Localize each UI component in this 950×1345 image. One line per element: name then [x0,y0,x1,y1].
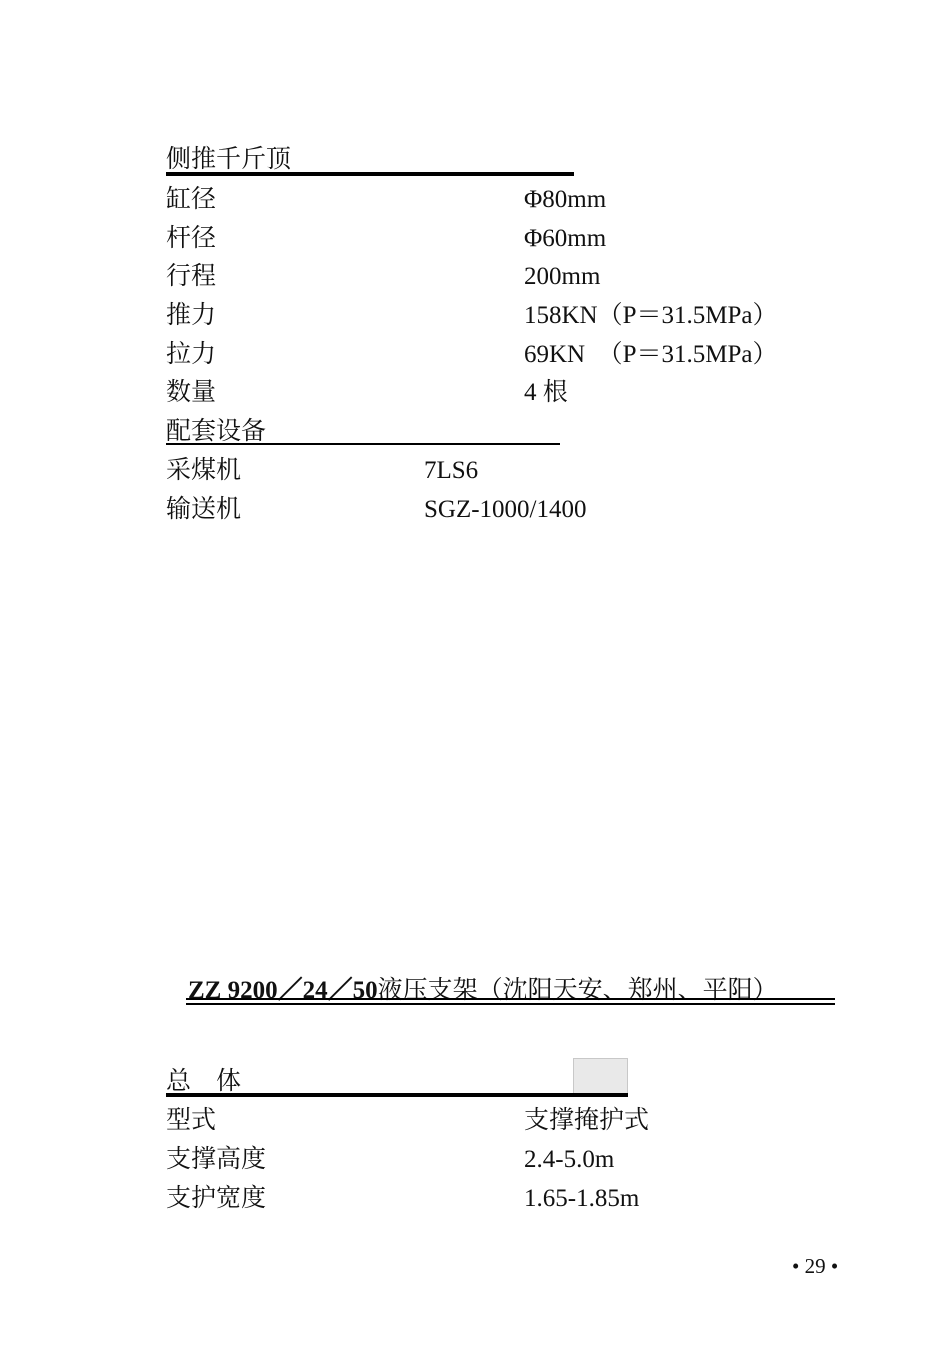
spec-value: 支撑掩护式 [524,1107,650,1134]
spec-label: 数量 [166,379,217,406]
page-number: • 29 • [792,1254,839,1278]
spec-label: 杆径 [166,225,217,252]
section-heading-equipment: 配套设备 [166,418,267,445]
spec-label: 输送机 [166,496,242,523]
spec-label: 推力 [166,302,217,329]
spec-label: 采煤机 [166,457,242,484]
gray-placeholder-box [573,1058,628,1096]
spec-value: SGZ-1000/1400 [424,496,587,523]
spec-label: 拉力 [166,341,217,368]
heading-underline [166,1093,628,1097]
section-heading-side-jack: 侧推千斤顶 [166,146,292,173]
section-heading-overall: 总 体 [166,1068,242,1095]
title-double-underline [186,998,835,1005]
spec-value: 1.65-1.85m [524,1185,640,1212]
spec-label: 缸径 [166,186,217,213]
spec-label: 支撑高度 [166,1146,267,1173]
spec-label: 支护宽度 [166,1185,267,1212]
spec-value: 4 根 [524,379,568,406]
support-name: 液压支架（沈阳天安、郑州、平阳） [377,977,778,1004]
spec-value: 7LS6 [424,457,479,484]
spec-value: Φ80mm [524,186,607,213]
heading-underline [166,443,560,445]
spec-value: 158KN（P＝31.5MPa） [524,302,778,329]
spec-label: 型式 [166,1107,217,1134]
spec-value: 69KN （P＝31.5MPa） [524,341,778,368]
support-model: ZZ 9200／24／50 [188,977,378,1004]
spec-value: 2.4-5.0m [524,1146,615,1173]
spec-value: 200mm [524,263,601,290]
spec-label: 行程 [166,263,217,290]
heading-underline [166,172,574,176]
spec-value: Φ60mm [524,225,607,252]
